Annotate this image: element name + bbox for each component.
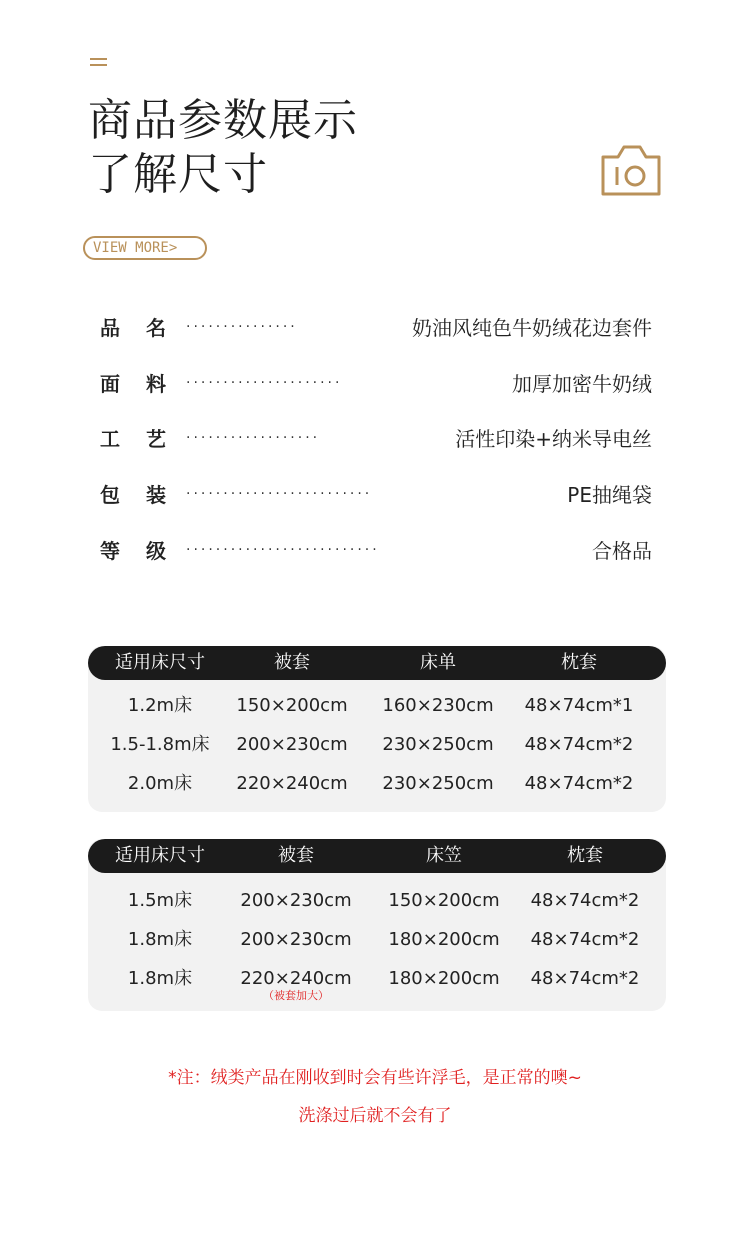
table-cell: 48×74cm*2: [530, 890, 640, 911]
table-cell: 200×230cm: [236, 734, 348, 755]
param-label: 包装: [100, 483, 192, 507]
param-dots: ···············: [186, 319, 298, 335]
table-cell: 48×74cm*2: [530, 968, 640, 989]
table-row: [88, 725, 666, 764]
header-cell: 适用床尺寸: [115, 652, 205, 673]
param-row-grade: [100, 534, 652, 568]
header-cell: 被套: [274, 652, 310, 673]
table-cell: 1.2m床: [127, 695, 193, 716]
param-value: 加厚加密牛奶绒: [512, 372, 652, 396]
accent-bars: [90, 58, 107, 70]
accent-bar-bottom: [90, 64, 107, 66]
param-value: 合格品: [592, 539, 652, 563]
table-cell: 1.8m床: [127, 968, 193, 989]
table-cell: 1.5m床: [127, 890, 193, 911]
param-value: 活性印染+纳米导电丝: [455, 427, 652, 451]
header-cell: 枕套: [561, 652, 597, 673]
camera-icon: [600, 143, 662, 197]
param-label: 等级: [100, 539, 192, 563]
page-title-line1: 商品参数展示: [88, 95, 358, 146]
enlarged-note: （被套加大）: [263, 989, 329, 1002]
table-cell: 220×240cm: [240, 968, 352, 989]
table-row: [88, 920, 666, 959]
page-title-line2: 了解尺寸: [88, 149, 268, 200]
header-cell: 被套: [278, 845, 314, 866]
table-cell: 230×250cm: [382, 773, 494, 794]
table-cell: 48×74cm*2: [530, 929, 640, 950]
param-label: 品名: [100, 316, 192, 340]
table-cell: 150×200cm: [236, 695, 348, 716]
header-cell: 床笠: [426, 845, 462, 866]
table-row: [88, 686, 666, 725]
table-header: [88, 646, 666, 680]
accent-bar-top: [90, 58, 107, 60]
param-row-name: [100, 311, 652, 345]
table-cell: 150×200cm: [388, 890, 500, 911]
table-header: [88, 839, 666, 873]
table-cell: 160×230cm: [382, 695, 494, 716]
param-value: PE抽绳袋: [567, 483, 652, 507]
param-dots: ··························: [186, 542, 380, 558]
table-cell: 48×74cm*1: [524, 695, 634, 716]
table-cell: 220×240cm: [236, 773, 348, 794]
note-line-1: *注：绒类产品在刚收到时会有些许浮毛，是正常的噢~: [168, 1068, 582, 1088]
table-cell: 230×250cm: [382, 734, 494, 755]
view-more-button[interactable]: VIEW MORE>: [83, 236, 207, 260]
param-label: 工艺: [100, 427, 192, 451]
table-cell: 2.0m床: [127, 773, 193, 794]
header-cell: 床单: [420, 652, 456, 673]
param-row-craft: [100, 422, 652, 456]
param-dots: ·····················: [186, 375, 343, 391]
param-label: 面料: [100, 372, 192, 396]
param-dots: ··················: [186, 430, 321, 446]
param-row-fabric: [100, 367, 652, 401]
table-cell: 1.8m床: [127, 929, 193, 950]
note-line-2: 洗涤过后就不会有了: [298, 1106, 452, 1126]
size-table-fitted: [88, 839, 666, 1011]
header-cell: 适用床尺寸: [115, 845, 205, 866]
param-dots: ·························: [186, 486, 373, 502]
table-row: [88, 881, 666, 920]
table-cell: 200×230cm: [240, 929, 352, 950]
table-cell: 200×230cm: [240, 890, 352, 911]
table-cell: 1.5-1.8m床: [110, 734, 210, 755]
table-row: [88, 959, 666, 1002]
table-cell: 180×200cm: [388, 929, 500, 950]
param-row-package: [100, 478, 652, 512]
param-value: 奶油风纯色牛奶绒花边套件: [412, 316, 652, 340]
table-cell: 48×74cm*2: [524, 734, 634, 755]
page-title: [88, 94, 358, 202]
table-row: [88, 764, 666, 803]
table-cell: 180×200cm: [388, 968, 500, 989]
table-cell: 48×74cm*2: [524, 773, 634, 794]
size-table-sheet: [88, 646, 666, 812]
header-cell: 枕套: [567, 845, 603, 866]
